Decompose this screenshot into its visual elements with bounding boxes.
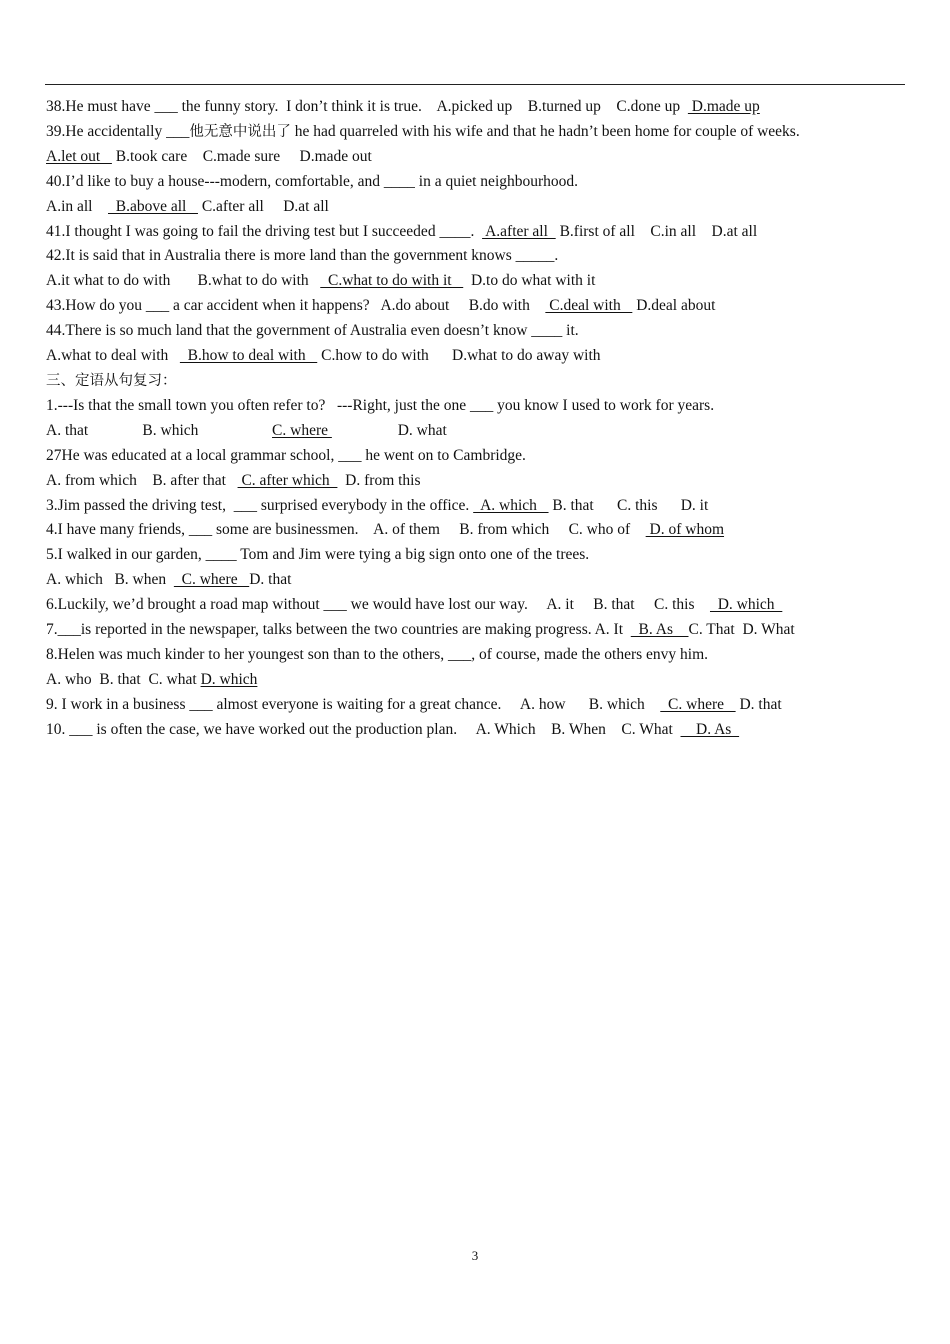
answer-underlined: C. where — [173, 571, 250, 589]
page-number: 3 — [471, 1248, 479, 1263]
text-line — [46, 145, 926, 170]
text-segment: D. what — [331, 421, 447, 439]
text-line — [46, 668, 926, 693]
answer-underlined: D. As — [680, 720, 740, 738]
text-line — [46, 469, 926, 494]
text-segment: A. from which B. after that — [46, 471, 238, 489]
text-segment: 9. I work in a business ___ almost everyone is waiting for a great chance. A. how B. which — [46, 695, 661, 713]
text-segment: 43.How do you ___ a car accident when it happens? A.do about B.do with — [46, 297, 546, 315]
text-line — [46, 593, 926, 618]
text-segment: C. That D. What — [688, 621, 795, 639]
text-segment: D. that — [735, 695, 782, 713]
text-segment: 1.---Is that the small town you often refer to? ---Right, just the one ___ you know I used to work for years. — [46, 396, 715, 414]
answer-underlined: D. of whom — [645, 521, 725, 539]
text-line — [46, 618, 926, 643]
text-line — [46, 294, 926, 319]
text-segment: A.in all — [46, 197, 108, 215]
text-line — [46, 369, 926, 394]
answer-underlined: B.above all — [108, 197, 198, 215]
text-segment: D.deal about — [632, 297, 716, 315]
answer-underlined: D. which — [709, 596, 783, 614]
text-segment: D. from this — [337, 471, 421, 489]
text-line — [46, 344, 926, 369]
text-segment: 10. ___ is often the case, we have worked out the production plan. A. Which B. When C. What — [46, 720, 681, 738]
answer-underlined: B. As — [630, 621, 689, 639]
text-segment: 三、定语从句复习： — [46, 372, 177, 389]
text-segment: 41.I thought I was going to fail the driving test but I succeeded ____. — [46, 222, 483, 240]
answer-underlined: B.how to deal with — [179, 347, 318, 365]
text-line — [46, 494, 926, 519]
text-segment: 4.I have many friends, ___ some are businessmen. A. of them B. from which C. who of — [46, 521, 646, 539]
exercise-text — [46, 95, 926, 743]
text-segment: 42.It is said that in Australia there is more land than the government knows _____. — [46, 247, 559, 265]
answer-underlined: A. which — [473, 496, 549, 514]
text-line — [46, 170, 926, 195]
text-line — [46, 244, 926, 269]
text-segment: D.to do what with it — [463, 272, 596, 290]
text-line — [46, 220, 926, 245]
answer-underlined: D.made up — [687, 98, 760, 115]
text-line — [46, 95, 926, 120]
header-rule — [45, 84, 905, 85]
text-segment: A.it what to do with B.what to do with — [46, 272, 321, 290]
text-line — [46, 568, 926, 593]
answer-underlined: D. which — [200, 670, 258, 688]
text-segment: 38.He must have ___ the funny story. I don’t think it is true. A.picked up B.turned up C.done up — [46, 98, 688, 115]
text-segment: 8.Helen was much kinder to her youngest son than to the others, ___, of course, made the others envy him. — [46, 645, 709, 663]
text-segment: 3.Jim passed the driving test, ___ surprised everybody in the office. — [46, 496, 474, 514]
text-line — [46, 693, 926, 718]
text-segment: D. that — [249, 571, 292, 589]
text-segment: 39.He accidentally ___ — [46, 122, 190, 140]
answer-underlined: C.what to do with it — [320, 272, 464, 290]
text-line — [46, 643, 926, 668]
text-line — [46, 319, 926, 344]
text-segment: C.how to do with D.what to do away with — [317, 347, 601, 365]
text-line — [46, 394, 926, 419]
text-segment: 40.I’d like to buy a house---modern, comfortable, and ____ in a quiet neighbourhood. — [46, 172, 579, 190]
answer-underlined: C. after which — [237, 471, 338, 489]
text-line — [46, 269, 926, 294]
text-line — [46, 518, 926, 543]
text-segment: he had quarreled with his wife and that he hadn’t been home for couple of weeks. — [290, 122, 800, 140]
text-segment: B.first of all C.in all D.at all — [555, 222, 758, 240]
text-segment: A. who B. that C. what — [46, 670, 201, 688]
text-line — [46, 444, 926, 469]
text-segment: C.after all D.at all — [197, 197, 329, 215]
text-segment: 44.There is so much land that the government of Australia even doesn’t know ____ it. — [46, 322, 579, 340]
text-segment: B.took care C.made sure D.made out — [111, 147, 372, 165]
text-segment: A. which B. when — [46, 571, 174, 589]
text-line — [46, 718, 926, 743]
text-segment: 5.I walked in our garden, ____ Tom and Jim were tying a big sign onto one of the trees. — [46, 546, 590, 564]
text-segment: B. that C. this D. it — [548, 496, 709, 514]
text-line — [46, 195, 926, 220]
answer-underlined: A.let out — [46, 147, 112, 165]
text-segment: A. that B. which — [46, 421, 273, 439]
answer-underlined: C. where — [272, 421, 332, 439]
answer-underlined: C. where — [660, 695, 736, 713]
text-segment: 6.Luckily, we’d brought a road map without ___ we would have lost our way. A. it B. that C. this — [46, 596, 710, 614]
answer-underlined: C.deal with — [545, 297, 633, 315]
text-line — [46, 543, 926, 568]
answer-underlined: A.after all — [482, 222, 556, 240]
text-line — [46, 419, 926, 444]
text-segment: 他无意中说出了 — [189, 123, 291, 140]
text-segment: A.what to deal with — [46, 347, 180, 365]
text-segment: 27He was educated at a local grammar school, ___ he went on to Cambridge. — [46, 446, 526, 464]
text-segment: 7.___is reported in the newspaper, talks between the two countries are making progress. A. It — [46, 621, 631, 639]
text-line — [46, 120, 926, 145]
